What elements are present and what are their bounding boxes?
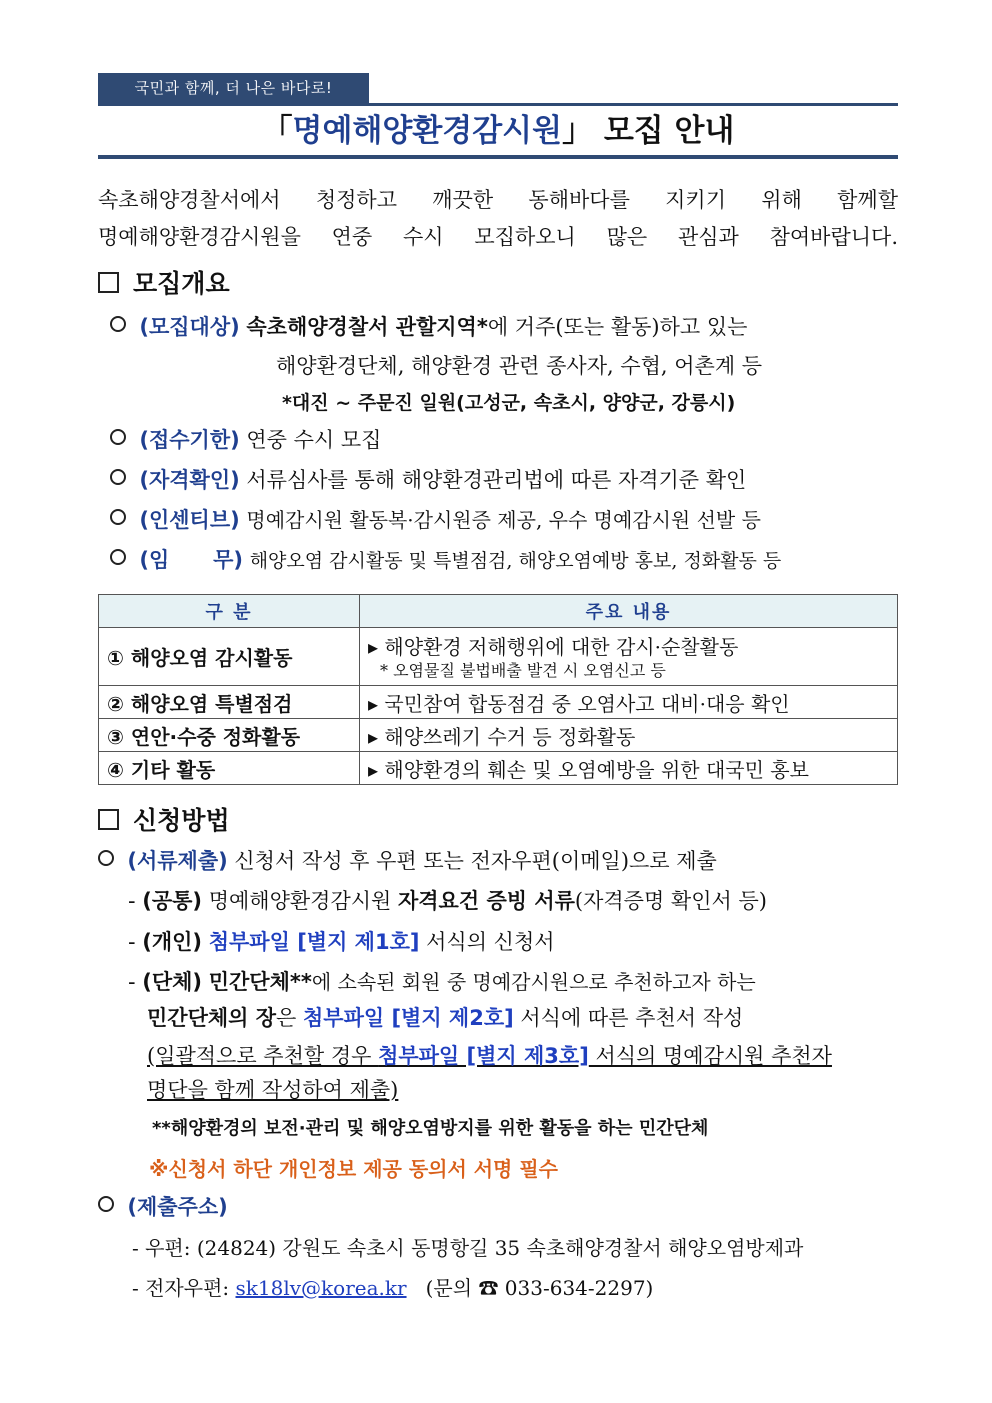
table-header-category: 구 분 (99, 595, 360, 628)
apply-common-line (128, 886, 767, 916)
table-cell-content (360, 628, 898, 686)
apply-group-line-2 (147, 1003, 743, 1033)
phone-icon: ☎ (478, 1276, 499, 1300)
apply-common-text-2: (자격증명 확인서 등) (574, 889, 767, 913)
overview-item-text: 서류심사를 통해 해양환경관리법에 따른 자격기준 확인 (246, 468, 747, 492)
slogan-tag: 국민과 함께, 더 나은 바다로! (98, 73, 369, 103)
table-cell-category: ① 해양오염 감시활동 (99, 628, 360, 686)
table-row (99, 686, 898, 719)
overview-item-duty (110, 545, 781, 575)
attachment-3-link[interactable]: 첨부파일 [별지 제3호] (378, 1044, 589, 1068)
table-cell-content-text: ▸ 해양환경 저해행위에 대한 감시·순찰활동 (368, 635, 739, 659)
section-heading-overview (98, 266, 230, 302)
apply-bulk-line-2: 명단을 함께 작성하여 제출) (147, 1078, 399, 1102)
checkbox-square-icon (98, 272, 119, 293)
address-item (98, 1192, 228, 1222)
circle-bullet-icon (110, 549, 126, 565)
title-rest: 모집 안내 (593, 113, 735, 149)
dash-bullet: - (128, 889, 143, 913)
overview-target-note: *대진 ~ 주문진 일원(고성군, 속초시, 양양군, 강릉시) (282, 392, 736, 414)
apply-group-label: (단체) (142, 970, 203, 994)
title-bracket-close: 」 (562, 113, 594, 149)
apply-group-head-bold: 민간단체의 장 (147, 1006, 277, 1030)
apply-group-text: 에 소속된 회원 중 명예감시원으로 추천하고자 하는 (311, 970, 756, 994)
attachment-1-link[interactable]: 첨부파일 [별지 제1호] (208, 930, 420, 954)
apply-group-line (128, 967, 756, 997)
title-rule-top (98, 103, 898, 106)
overview-item-label: (모집대상) (139, 315, 240, 339)
dash-bullet: - (128, 930, 143, 954)
apply-personal-label: (개인) (142, 930, 203, 954)
overview-item-label: (인센티브) (139, 508, 240, 532)
table-header-content: 주요 내용 (360, 595, 898, 628)
apply-common-bold: 자격요건 증빙 서류 (397, 889, 575, 913)
section-heading-apply (98, 803, 230, 839)
table-row (99, 719, 898, 752)
intro-paragraph (98, 182, 898, 256)
overview-item-label: (접수기한) (139, 428, 240, 452)
apply-docs-text: 신청서 작성 후 우편 또는 전자우편(이메일)으로 제출 (234, 849, 717, 873)
address-post: - 우편: (24824) 강원도 속초시 동명항길 35 속초해양경찰서 해양오염방제과 (132, 1236, 804, 1260)
table-cell-category: ④ 기타 활동 (99, 752, 360, 785)
apply-docs-item (98, 846, 717, 876)
apply-group-bold: 민간단체** (208, 970, 312, 994)
table-header-row (99, 595, 898, 628)
address-label: (제출주소) (127, 1195, 228, 1219)
overview-item-label: (임 무) (139, 548, 243, 572)
inquiry-prefix: (문의 (425, 1276, 479, 1300)
section-heading-apply-text: 신청방법 (133, 806, 230, 835)
overview-item-text: 에 거주(또는 활동)하고 있는 (487, 315, 748, 339)
apply-bulk-text: (일괄적으로 추천할 경우 (147, 1044, 379, 1068)
apply-group-text-4: 서식에 따른 추천서 작성 (513, 1006, 744, 1030)
intro-line-1: 속초해양경찰서에서 청정하고 깨끗한 동해바다를 지키기 위해 함께할 (98, 188, 898, 212)
apply-bulk-text-2: 서식의 명예감시원 추천자 (588, 1044, 832, 1068)
table-cell-content: ▸ 해양쓰레기 수거 등 정화활동 (360, 719, 898, 752)
intro-line-2: 명예해양환경감시원을 연중 수시 모집하오니 많은 관심과 참여바랍니다. (98, 225, 898, 249)
table-cell-content: ▸ 국민참여 합동점검 중 오염사고 대비·대응 확인 (360, 686, 898, 719)
circle-bullet-icon (110, 469, 126, 485)
table-cell-note: * 오염물질 불법배출 발견 시 오염신고 등 (380, 661, 666, 680)
table-cell-category: ③ 연안·수중 정화활동 (99, 719, 360, 752)
table-cell-category: ② 해양오염 특별점검 (99, 686, 360, 719)
overview-item-bold: 속초해양경찰서 관할지역* (246, 315, 488, 339)
apply-group-note: **해양환경의 보전·관리 및 해양오염방지를 위한 활동을 하는 민간단체 (152, 1118, 709, 1139)
overview-item-text: 명예감시원 활동복·감시원증 제공, 우수 명예감시원 선발 등 (246, 508, 761, 532)
circle-bullet-icon (110, 316, 126, 332)
overview-item-target (110, 312, 747, 342)
title-rule-bottom (98, 155, 898, 159)
address-email-prefix: - 전자우편: (132, 1276, 236, 1300)
address-email-line (132, 1273, 653, 1303)
table-cell-content: ▸ 해양환경의 훼손 및 오염예방을 위한 대국민 홍보 (360, 752, 898, 785)
apply-common-text: 명예해양환경감시원 (208, 889, 398, 913)
apply-common-label: (공통) (142, 889, 203, 913)
overview-target-line-2: 해양환경단체, 해양환경 관련 종사자, 수협, 어촌계 등 (276, 354, 763, 378)
checkbox-square-icon (98, 809, 119, 830)
attachment-2-link[interactable]: 첨부파일 [별지 제2호] (303, 1006, 514, 1030)
table-row (99, 628, 898, 686)
overview-item-text: 연중 수시 모집 (246, 428, 382, 452)
overview-item-deadline (110, 425, 381, 455)
email-link[interactable]: sk18lv@korea.kr (235, 1276, 407, 1300)
circle-bullet-icon (98, 850, 114, 866)
apply-personal-text: 서식의 신청서 (419, 930, 555, 954)
section-heading-overview-text: 모집개요 (133, 269, 230, 298)
apply-personal-line (128, 927, 555, 957)
circle-bullet-icon (110, 429, 126, 445)
dash-bullet: - (128, 970, 143, 994)
overview-item-incentive (110, 505, 761, 535)
table-row (99, 752, 898, 785)
apply-consent-note: ※신청서 하단 개인정보 제공 동의서 서명 필수 (149, 1157, 558, 1181)
activity-table (98, 594, 898, 785)
phone-number: 033-634-2297) (498, 1276, 654, 1300)
circle-bullet-icon (110, 509, 126, 525)
overview-item-text: 해양오염 감시활동 및 특별점검, 해양오염예방 홍보, 정화활동 등 (249, 550, 782, 572)
apply-bulk-line (147, 1041, 898, 1071)
apply-docs-label: (서류제출) (127, 849, 228, 873)
apply-group-text-3: 은 (276, 1006, 303, 1030)
page-title (98, 108, 898, 154)
circle-bullet-icon (98, 1196, 114, 1212)
overview-item-label: (자격확인) (139, 468, 240, 492)
title-bracket-open: 「 (261, 113, 293, 149)
overview-item-qualification (110, 465, 746, 495)
title-main: 명예해양환경감시원 (292, 113, 563, 149)
